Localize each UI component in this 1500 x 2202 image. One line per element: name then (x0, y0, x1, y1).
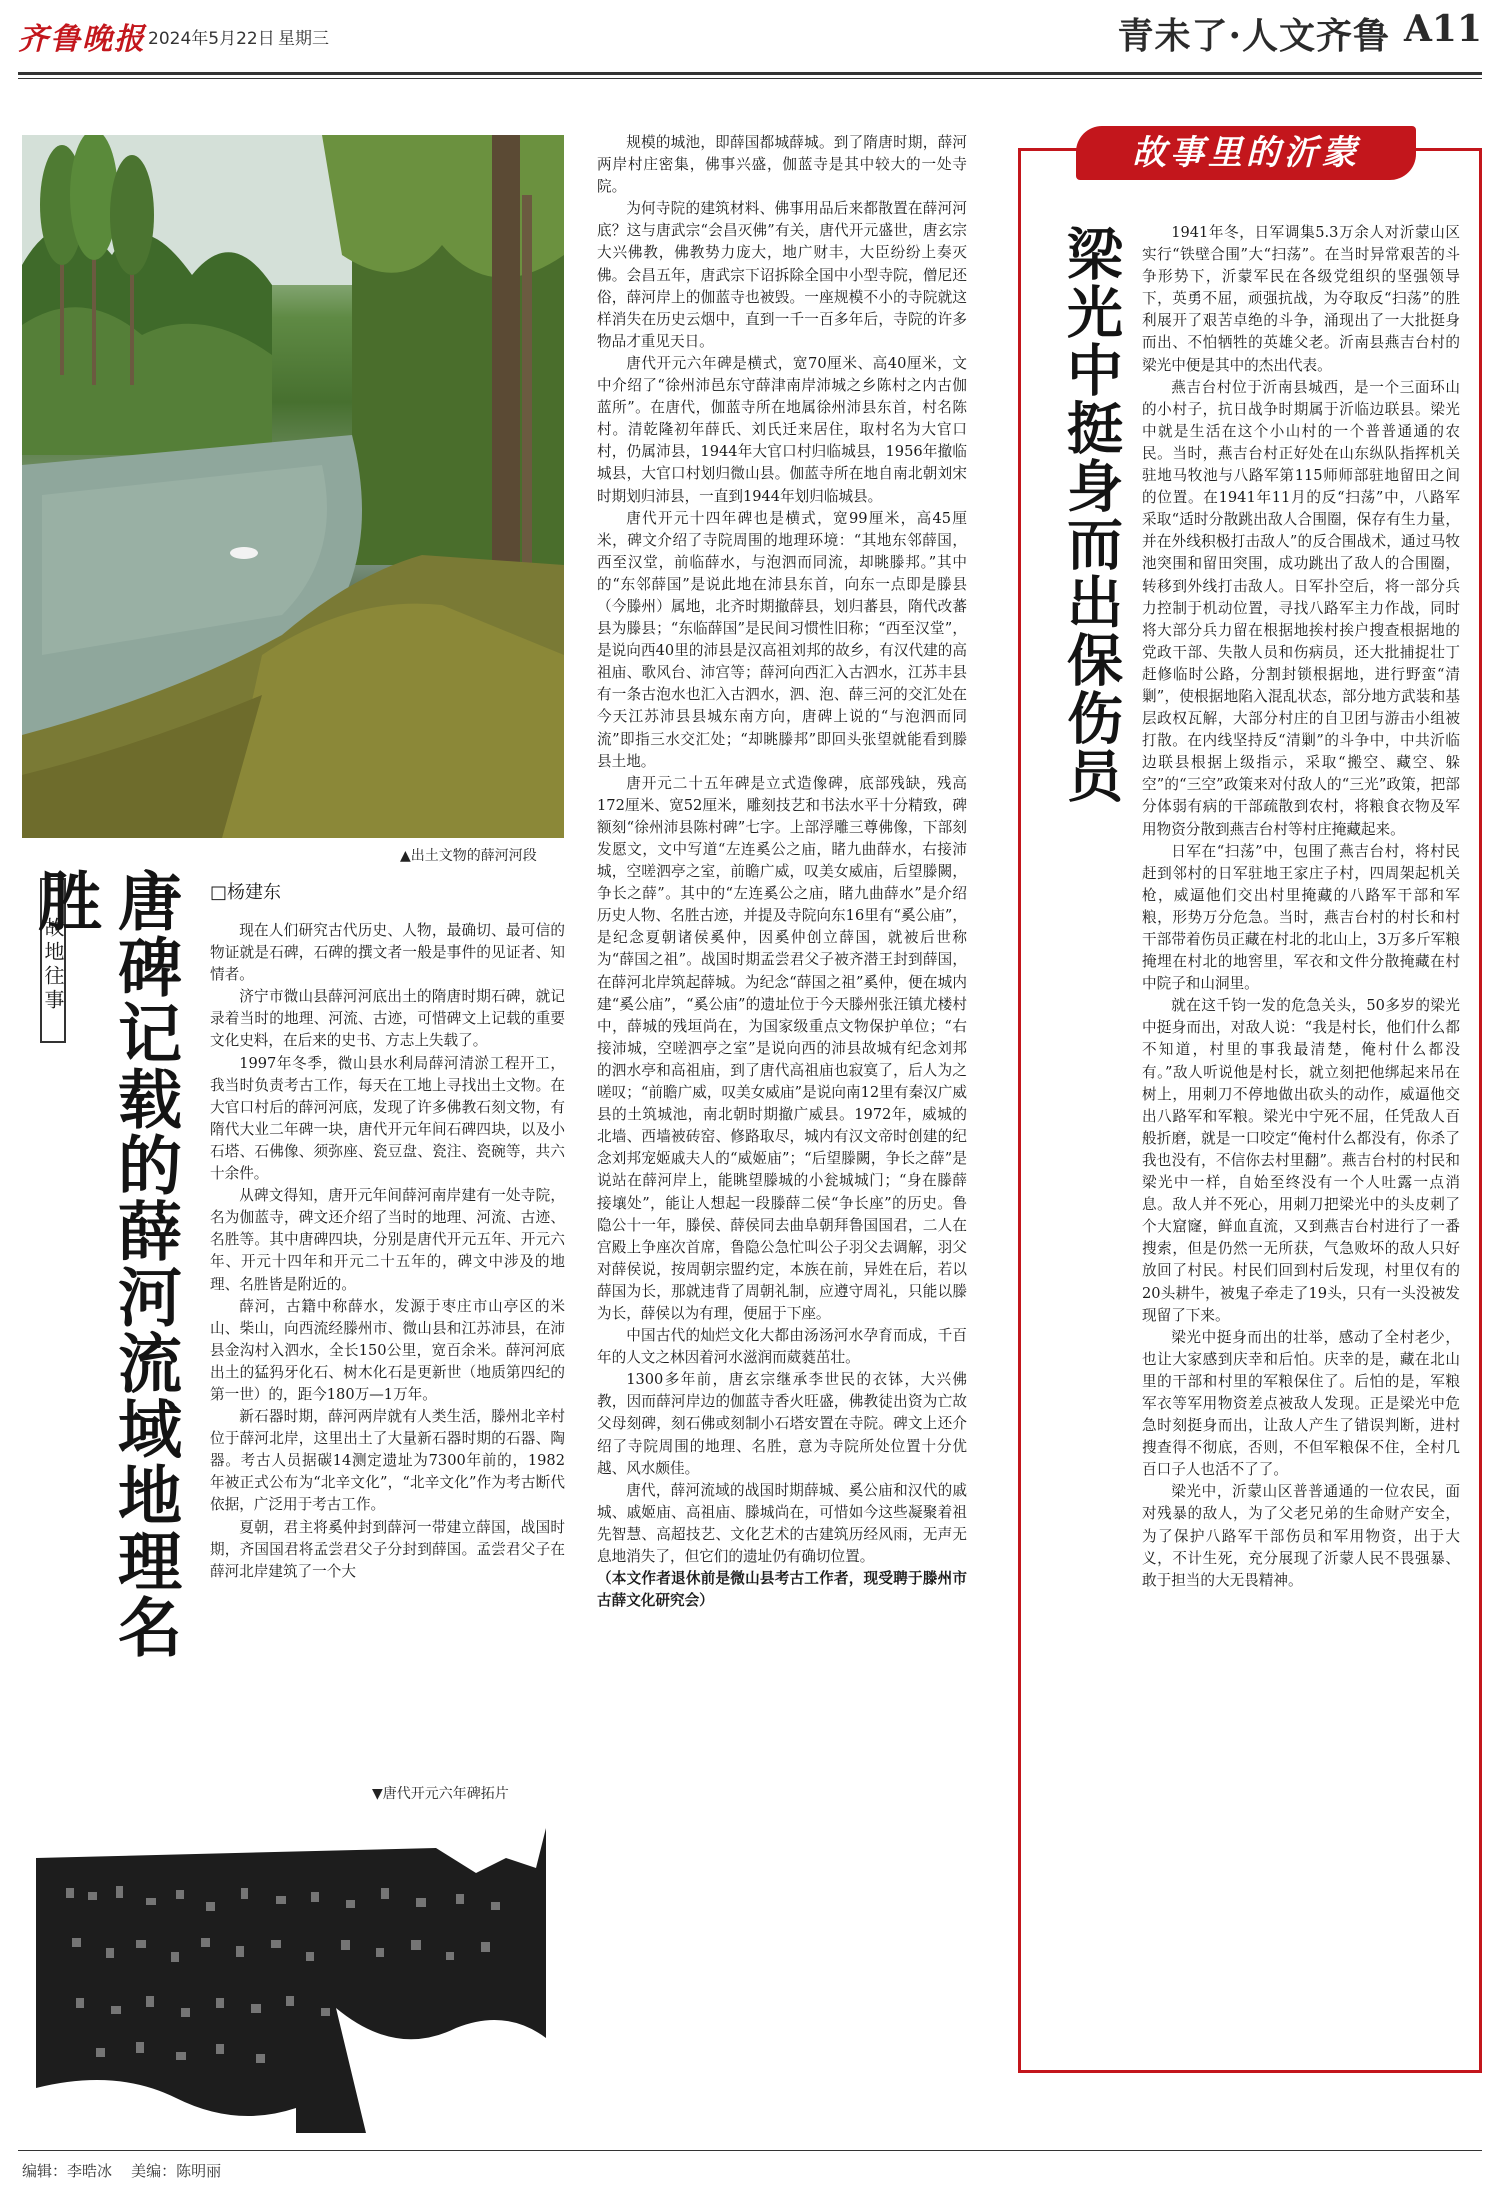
paragraph: 就在这千钧一发的危急关头，50多岁的梁光中挺身而出，对敌人说：“我是村长，他们什么都不知道，村里的事我最清楚，俺村什么都没有。”敌人听说他是村长，就立刻把他绑起来吊在树上，用刺刀不停地做出砍头的动作，威逼他交出八路军和军粮。梁光中宁死不屈，任凭敌人百般折磨，就是一口咬定“俺村什么都没有，你杀了我也没有，不信你去村里翻”。燕吉台村的村民和梁光中一样，自始至终没有一个人吐露一点消息。敌人并不死心，用刺刀把梁光中的头皮刺了个大窟窿，鲜血直流，又到燕吉台村进行了一番搜索，但是仍然一无所获，气急败坏的敌人只好放回了村民。村民们回到村后发现，村里仅有的20头耕牛，被鬼子牵走了19头，只有一头没被发现留了下来。 (1142, 997, 1460, 1324)
stele-rubbing-texture (36, 1828, 546, 2133)
author-note: （本文作者退休前是微山县考古工作者，现受聘于滕州市古薛文化研究会） (597, 1570, 967, 1610)
rubbing-photo-caption: ▼唐代开元六年碑拓片 (372, 1786, 509, 1802)
masthead-divider (18, 72, 1482, 75)
paragraph: 现在人们研究古代历史、人物，最确切、最可信的物证就是石碑，石碑的撰文者一般是事件的见证者、知情者。 (210, 922, 565, 984)
paragraph: 梁光中，沂蒙山区普普通通的一位农民，面对残暴的敌人，为了父老兄弟的生命财产安全，为了保护八路军干部伤员和军用物资，出于大义，不计生死，充分展现了沂蒙人民不畏强暴、敢于担当的大无畏精神。 (1142, 1483, 1460, 1589)
page-number: A11 (1403, 8, 1482, 50)
paragraph: 规模的城池，即薛国都城薛城。到了隋唐时期，薛河两岸村庄密集，佛事兴盛，伽蓝寺是其中较大的一处寺院。 (597, 134, 967, 196)
footer-credits (22, 2160, 221, 2181)
paragraph: 唐代开元十四年碑也是横式，宽99厘米，高45厘米，碑文介绍了寺院周围的地理环境：“其地东邻薛国，西至汉堂，前临薛水，与泡泗而同流，却眺滕邦。”其中的“东邻薛国”是说此地在沛县东首，向东一点即是滕县（今滕州）属地，北齐时期撤薛县，划归蕃县，隋代改蕃县为滕县；“东临薛国”是民间习惯性旧称；“西至汉堂”，是说向西40里的沛县是汉高祖刘邦的故乡，有汉代建的高祖庙、歌风台、沛宫等；薛河向西汇入古泗水，江苏丰县有一条古泡水也汇入古泗水，泗、泡、薛三河的交汇处在今天江苏沛县县城东南方向，唐碑上说的“与泡泗而同流”即指三水交汇处；“却眺滕邦”即回头张望就能看到滕县土地。 (597, 509, 967, 770)
masthead-divider-thin (18, 78, 1482, 79)
paragraph: 为何寺院的建筑材料、佛事用品后来都散置在薛河河底？这与唐武宗“会昌灭佛”有关，唐代开元盛世，唐玄宗大兴佛教，佛教势力庞大，地广财丰，大臣纷纷上奏灭佛。会昌五年，唐武宗下诏拆除全国中小型寺院，僧尼还俗，薛河岸上的伽蓝寺也被毁。一座规模不小的寺院就这样消失在历史云烟中，直到一千一百多年后，寺院的许多物品才重见天日。 (597, 200, 967, 350)
designer-credit: 美编：陈明丽 (131, 2162, 222, 2180)
paragraph: 日军在“扫荡”中，包围了燕吉台村，将村民赶到邻村的日军驻地王家庄子村，四周架起机关枪，威逼他们交出村里掩藏的八路军干部和军粮，形势万分危急。当时，燕吉台村的村长和村干部带着伤员正藏在村北的北山上，3万多斤军粮掩埋在村北的地窖里，军衣和文件分散掩藏在村中院子和山洞里。 (1142, 842, 1460, 993)
newspaper-logo: 齐鲁晚报 (18, 22, 146, 57)
river-photo (22, 135, 564, 838)
river-photo-scene (22, 135, 564, 838)
story-column (1142, 222, 1460, 2057)
issue-weekday: 星期三 (278, 29, 329, 49)
paragraph: 1997年冬季，微山县水利局薛河清淤工程开工，我当时负责考古工作，每天在工地上寻找出土文物。在大官口村后的薛河河底，发现了许多佛教石刻文物，有隋代大业二年碑一块，唐代开元年间石碑四块，以及小石塔、石佛像、须弥座、瓷豆盘、瓷注、瓷碗等，共六十余件。 (210, 1054, 565, 1183)
footer-divider (18, 2150, 1482, 2151)
paragraph: 1941年冬，日军调集5.3万余人对沂蒙山区实行“铁壁合围”大“扫荡”。在当时异常艰苦的斗争形势下，沂蒙军民在各级党组织的坚强领导下，英勇不屈，顽强抗战，为夺取反“扫荡”的胜利展开了艰苦卓绝的斗争，涌现出了一大批挺身而出、不怕牺牲的英雄父老。沂南县燕吉台村的梁光中便是其中的杰出代表。 (1142, 224, 1460, 374)
paragraph: 夏朝，君主将奚仲封到薛河一带建立薛国，战国时期，齐国国君将孟尝君父子分封到薛国。孟尝君父子在薛河北岸建筑了一个大 (210, 1518, 565, 1580)
story-column-banner: 故事里的沂蒙 (1076, 126, 1416, 180)
article-headline: 唐碑记载的薛河流域地理名胜 (27, 868, 182, 1660)
paragraph: 唐代，薛河流域的战国时期薛城、奚公庙和汉代的戚城、戚姬庙、高祖庙、滕城尚在，可惜如今这些凝聚着祖先智慧、高超技艺、文化艺术的古建筑历经风雨，无声无息地消失了，但它们的遗址仍有确切位置。 (597, 1481, 967, 1565)
page-section-title: 青未了·人文齐鲁 (1117, 15, 1390, 57)
editor-credit: 编辑：李晧冰 (22, 2162, 113, 2180)
paragraph: 新石器时期，薛河两岸就有人类生活，滕州北辛村位于薛河北岸，这里出土了大量新石器时期的石器、陶器。考古人员据碳14测定遗址为7300年前的，1982年被正式公布为“北辛文化”，“北辛文化”作为考古断代依据，广泛用于考古工作。 (210, 1408, 565, 1514)
paragraph: 薛河，古籍中称薛水，发源于枣庄市山亭区的米山、柴山，向西流经滕州市、微山县和江苏沛县，在沛县金沟村入泗水，全长150公里，宽百余米。薛河河底出土的猛犸牙化石、树木化石是更新世（地质第四纪的第一世）的，距今180万—1万年。 (210, 1297, 565, 1403)
story-headline: 梁光中挺身而出保伤员 (1058, 225, 1124, 805)
paragraph: 唐开元二十五年碑是立式造像碑，底部残缺，残高172厘米、宽52厘米，雕刻技艺和书法水平十分精致，碑额刻“徐州沛县陈村碑”七字。上部浮雕三尊佛像，下部刻发愿文，文中写道“左连奚公之庙，睹九曲薛水，右接沛城，空嗟泗亭之室，前瞻广威，叹美女威庙，后望滕闕，争长之薛”。其中的“左连奚公之庙，睹九曲薛水”是介绍历史人物、名胜古迹，并提及寺院向东16里有“奚公庙”，是纪念夏朝诸侯奚仲，因奚仲创立薛国，就被后世称为“薛国之祖”。战国时期孟尝君父子被齐潜王封到薛国，在薛河北岸筑起薛城。为纪念“薛国之祖”奚仲，便在城内建“奚公庙”，“奚公庙”的遗址位于今天滕州张汪镇尤楼村中，薛城的残垣尚在，为国家级重点文物保护单位；“右接沛城，空嗟泗亭之室”是说向西的沛县故城有纪念刘邦的泗水亭和高祖庙，到了唐代高祖庙也寂寞了，后人为之嗟叹；“前瞻广威，叹美女威庙”是说向南12里有秦汉广威县的土筑城池，南北朝时期撤广威县。1972年，威城的北墙、西墙被砖窑、修路取尽，城内有汉文帝时创建的纪念刘邦宠姬戚夫人的“威姬庙”；“后望滕闕，争长之薛”是说站在薛河岸上，能眺望滕城的小瓮城城门；“身在滕薛接壤处”，能让人想起一段滕薛二侯“争长座”的历史。鲁隐公十一年，滕侯、薛侯同去曲阜朝拜鲁国国君，二人在宫殿上争座次首席，鲁隐公急忙叫公子羽父去调解，羽父对薛侯说，按周朝宗盟约定，本族在前，异姓在后，若以薛国为长，那就违背了周朝礼制，应遵守周礼，只能以滕为长，薛侯以为有理，便屈于下座。 (597, 774, 967, 1322)
paragraph: 中国古代的灿烂文化大都由汤汤河水孕育而成，千百年的人文之林因着河水滋润而葳蕤茁壮。 (597, 1327, 967, 1367)
river-photo-caption: ▲出土文物的薛河河段 (400, 848, 537, 864)
column-tag: 故地往事 (40, 878, 66, 1043)
paragraph: 济宁市微山县薛河河底出土的隋唐时期石碑，就记录着当时的地理、河流、古迹，可惜碑文上记载的重要文化史料，在后来的史书、方志上失载了。 (210, 988, 565, 1050)
stele-rubbing-photo (36, 1828, 546, 2133)
article-byline: □杨建东 (210, 882, 282, 903)
paragraph: 唐代开元六年碑是横式，宽70厘米、高40厘米，文中介绍了“徐州沛邑东守薛津南岸沛城之乡陈村之内古伽蓝所”。在唐代，伽蓝寺所在地属徐州沛县东首，村名陈村。清乾隆初年薛氏、刘氏迁来居住，取村名为大官口村，仍属沛县，1944年大官口村归临城县，1956年撤临城县，大官口村划归微山县。伽蓝寺所在地自南北朝刘宋时期划归沛县，一直到1944年划归临城县。 (597, 354, 967, 505)
article-column-2 (597, 132, 967, 2117)
paragraph: 梁光中挺身而出的壮举，感动了全村老少，也让大家感到庆幸和后怕。庆幸的是，藏在北山里的干部和村里的军粮保住了。后怕的是，军粮军衣等军用物资差点被敌人发现。正是梁光中危急时刻挺身而出，让敌人产生了错误判断，进村搜查得不彻底，否则，不但军粮保不住，全村几百口子人也活不了了。 (1142, 1328, 1460, 1479)
article-column-1 (210, 920, 565, 1720)
paragraph: 燕吉台村位于沂南县城西，是一个三面环山的小村子，抗日战争时期属于沂临边联县。梁光中就是生活在这个小山村的一个普普通通的农民。当时，燕吉台村正好处在山东纵队指挥机关驻地马牧池与八路军第115师师部驻地留田之间的位置。在1941年11月的反“扫荡”中，八路军采取“适时分散跳出敌人合围圈，保存有生力量，并在外线积极打击敌人”的反合围战术，通过马牧池突围和留田突围，成功跳出了敌人的合围圈，转移到外线打击敌人。日军扑空后，将一部分兵力控制于机动位置，寻找八路军主力作战，同时将大部分兵力留在根据地挨村挨户搜查根据地的党政干部、失散人员和伤病员，还大批捕捉壮丁赶修临时公路，分割封锁根据地，进行野蛮“清剿”，使根据地陷入混乱状态，部分地方武装和基层政权瓦解，大部分村庄的自卫团与游击小组被打散。在内线坚持反“清剿”的斗争中，中共沂临边联县根据上级指示，采取“搬空、藏空、躲空”的“三空”政策来对付敌人的“三光”政策，把部分体弱有病的干部疏散到农村，将粮食衣物及军用物资分散到燕吉台村等村庄掩藏起来。 (1142, 378, 1460, 838)
paragraph: 1300多年前，唐玄宗继承李世民的衣钵，大兴佛教，因而薛河岸边的伽蓝寺香火旺盛，佛教徒出资为亡故父母刻碑，刻石佛或刻制小石塔安置在寺院。碑文上还介绍了寺院周围的地理、名胜，意为寺院所处位置十分优越、风水颇佳。 (597, 1371, 967, 1477)
issue-date: 2024年5月22日 (148, 29, 275, 49)
paragraph: 从碑文得知，唐开元年间薛河南岸建有一处寺院，名为伽蓝寺，碑文还介绍了当时的地理、河流、古迹、名胜等。其中唐碑四块，分别是唐代开元五年、开元六年、开元十四年和开元二十五年的，碑文中涉及的地理、名胜皆是附近的。 (210, 1187, 565, 1293)
